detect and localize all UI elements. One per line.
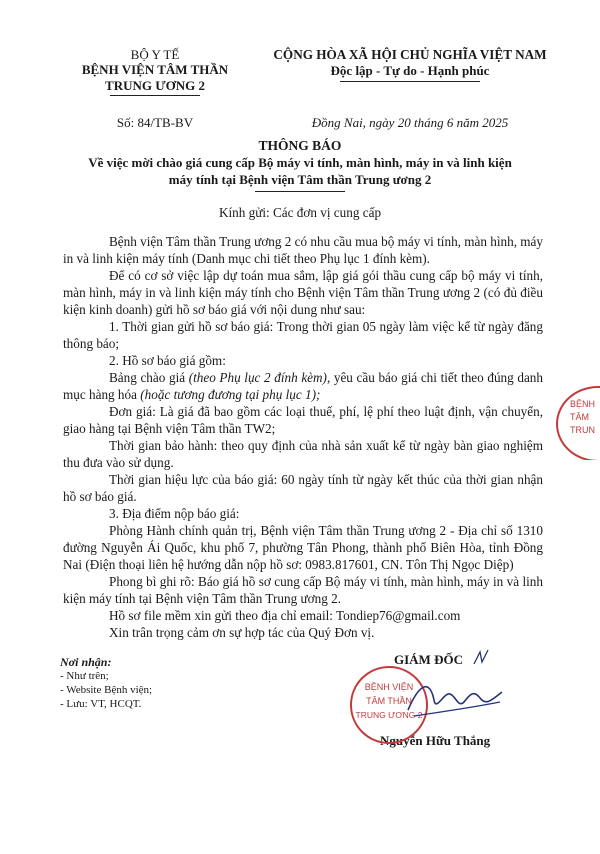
recipients-title: Nơi nhận: bbox=[60, 655, 112, 669]
warranty: Thời gian bảo hành: theo quy định của nhà sản xuất kể từ ngày bàn giao nghiệm thu đưa vào sử dụng. bbox=[63, 438, 543, 470]
submission-address: Phòng Hành chính quản trị, Bệnh viện Tâm thần Trung ương 2 - Địa chỉ số 1310 đường Nguyễn Ái Quốc, khu phố 7, phường Tân Phong, thành phố Biên Hòa, tỉnh Đồng Nai (Điện thoại liên hệ hướng dẫn nộp hồ sơ: 0983.817601, CN. Tôn Thị Ngọc Diệp) bbox=[63, 523, 543, 572]
ministry-name: BỘ Y TẾ bbox=[130, 47, 180, 62]
quote-text-b: (theo Phụ lục 2 đính kèm) bbox=[188, 370, 327, 385]
side-stamp-line-3: TRUN bbox=[570, 425, 595, 435]
initial-mark bbox=[470, 648, 492, 668]
quote-requirement bbox=[63, 369, 543, 403]
recipient-item: - Như trên; bbox=[60, 670, 109, 682]
handwritten-signature bbox=[400, 672, 510, 727]
email-line: Hồ sơ file mềm xin gửi theo địa chỉ email: Tondiep76@gmail.com bbox=[109, 608, 461, 623]
hospital-name-line2: TRUNG ƯƠNG 2 bbox=[105, 78, 205, 93]
stamp-line-3: TRUNG ƯƠNG 2 bbox=[355, 710, 423, 720]
hospital-name-line1: BỆNH VIỆN TÂM THẦN bbox=[81, 62, 229, 77]
quote-text-d: (hoặc tương đương tại phụ lục 1); bbox=[140, 387, 321, 402]
paragraph-need: Bệnh viện Tâm thần Trung ương 2 có nhu cầu mua bộ máy vi tính, màn hình, máy in và linh kiện máy tính (Danh mục chi tiết theo Phụ lục 1 đính kèm). bbox=[63, 234, 543, 266]
unit-price: Đơn giá: Là giá đã bao gồm các loại thuế, phí, lệ phí theo luật định, vận chuyển, giao hàng tại Bệnh viện Tâm thần TW2; bbox=[63, 404, 543, 436]
item-1-deadline: 1. Thời gian gửi hồ sơ báo giá: Trong thời gian 05 ngày làm việc kể từ ngày đăng thông báo; bbox=[63, 319, 543, 351]
document-number: Số: 84/TB-BV bbox=[116, 115, 194, 130]
recipient-item: - Lưu: VT, HCQT. bbox=[60, 698, 142, 710]
stamp-line-2: TÂM THẦN bbox=[366, 696, 412, 706]
director-name: Nguyễn Hữu Thắng bbox=[380, 733, 491, 748]
subject-line-2: máy tính tại Bệnh viện Tâm thần Trung ương 2 bbox=[168, 172, 432, 187]
director-title: GIÁM ĐỐC bbox=[394, 652, 463, 667]
title-rule bbox=[255, 191, 345, 192]
thanks-line: Xin trân trọng cảm ơn sự hợp tác của Quý Đơn vị. bbox=[109, 625, 375, 640]
country-name: CỘNG HÒA XÃ HỘI CHỦ NGHĨA VIỆT NAM bbox=[273, 47, 547, 62]
document-title: THÔNG BÁO bbox=[258, 138, 342, 153]
header-left-rule bbox=[110, 95, 200, 96]
place-date: Đồng Nai, ngày 20 tháng 6 năm 2025 bbox=[311, 115, 509, 130]
header-right-rule bbox=[340, 81, 480, 82]
greeting: Kính gửi: Các đơn vị cung cấp bbox=[218, 205, 382, 220]
paragraph-purpose: Để có cơ sở việc lập dự toán mua sắm, lập giá gói thầu cung cấp bộ máy vi tính, màn hình, máy in và linh kiện máy tính cho Bệnh viện Tâm thần Trung ương 2 (có đủ điều kiện kinh doanh) gửi hồ sơ báo giá với nội dung như sau: bbox=[63, 268, 543, 317]
item-3-title: 3. Địa điểm nộp báo giá: bbox=[109, 506, 240, 521]
recipient-item: - Website Bệnh viện; bbox=[60, 684, 153, 696]
national-motto: Độc lập - Tự do - Hạnh phúc bbox=[330, 63, 490, 78]
side-stamp-line-1: BỆNH bbox=[570, 399, 596, 409]
stamp-line-1: BỆNH VIỆN bbox=[364, 682, 414, 692]
side-stamp-line-2: TÂM bbox=[570, 412, 589, 422]
recipients-block bbox=[60, 655, 152, 711]
item-2-title: 2. Hồ sơ báo giá gồm: bbox=[109, 353, 226, 368]
quote-text-c: , yêu cầu báo giá chi tiết theo đúng danh mục hàng hóa bbox=[63, 370, 543, 402]
validity: Thời gian hiệu lực của báo giá: 60 ngày tính từ ngày kết thúc của thời gian nhận hồ sơ báo giá. bbox=[63, 472, 543, 504]
side-stamp bbox=[556, 386, 600, 460]
subject-line-1: Về việc mời chào giá cung cấp Bộ máy vi tính, màn hình, máy in và linh kiện bbox=[88, 155, 512, 170]
quote-text-a: Bảng chào giá bbox=[109, 370, 189, 385]
envelope-note: Phong bì ghi rõ: Báo giá hồ sơ cung cấp Bộ máy vi tính, màn hình, máy in và linh kiện máy tính tại Bệnh viện Tâm thần Trung ương 2. bbox=[63, 574, 543, 606]
